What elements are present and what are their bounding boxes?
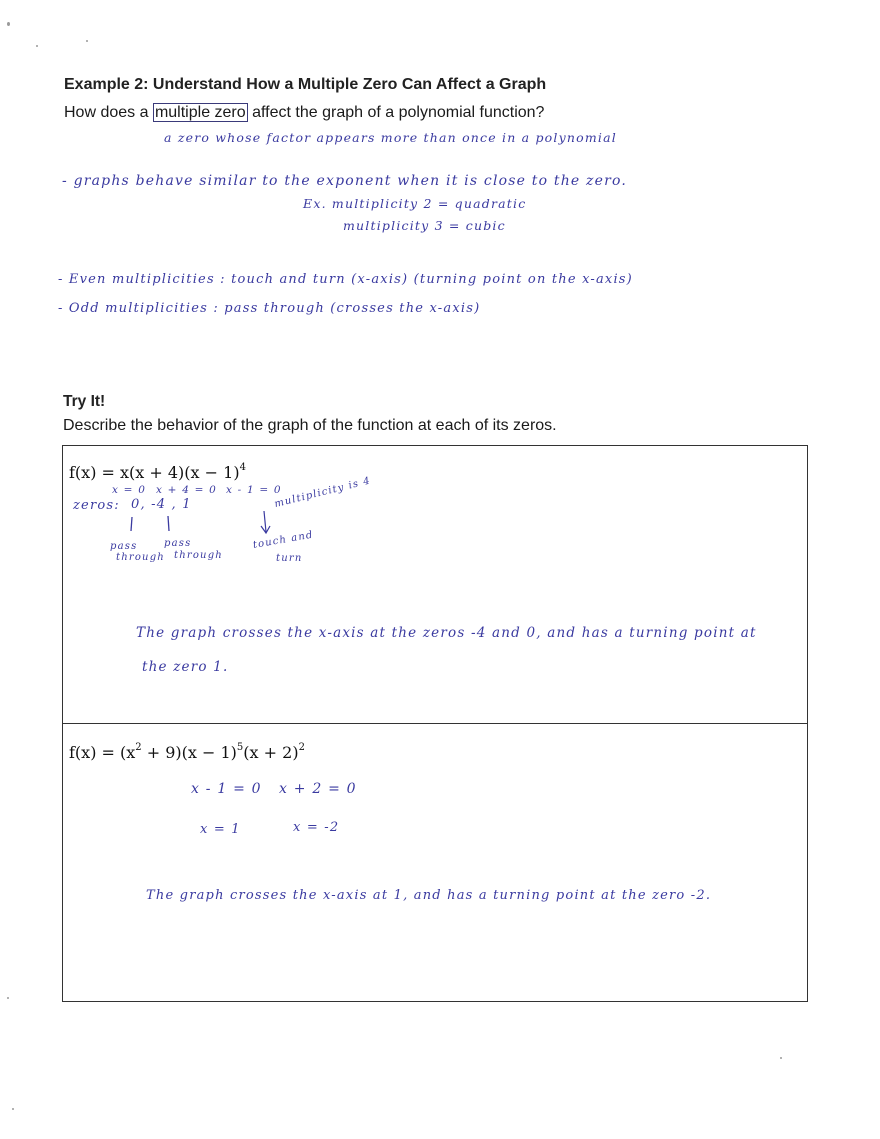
try-it-instruction: Describe the behavior of the graph of the function at each of its zeros.	[63, 417, 557, 434]
try-it-heading: Try It!	[63, 393, 106, 410]
note-behavior: - graphs behave similar to the exponent when it is close to the zero.	[62, 173, 628, 189]
problem-1-answer-line-2: the zero 1.	[142, 659, 229, 675]
problem-2-exponent-2: 5	[236, 742, 244, 753]
problem-1-zeros-label: zeros:	[73, 498, 120, 513]
problem-2-solution-2: x = -2	[293, 820, 340, 835]
problem-1-pass-label-2a: pass	[164, 538, 192, 549]
problem-1-touch-label-a: touch and	[252, 529, 315, 551]
problem-2-exponent-3: 2	[298, 742, 305, 753]
pass-tick-1	[131, 517, 132, 531]
multiple-zero-boxed-term: multiple zero	[154, 104, 246, 121]
example-heading: Example 2: Understand How a Multiple Zero Can Affect a Graph	[64, 76, 547, 93]
note-even-multiplicities: - Even multiplicities : touch and turn (x-axis) (turning point on the x-axis)	[58, 272, 633, 287]
problem-1-eq-x: x = 0	[112, 484, 147, 496]
problem-2-function-part-a: f(x) = (x	[69, 743, 136, 762]
problem-1-answer-line-1: The graph crosses the x-axis at the zeros -4 and 0, and has a turning point at	[136, 625, 757, 641]
problem-1-pass-label-1a: pass	[110, 541, 138, 552]
problem-2-eq-2: x + 2 = 0	[279, 781, 357, 797]
question-text-before: How does a	[64, 104, 149, 121]
problem-2-exponent-1: 2	[135, 742, 142, 753]
problem-1-eq-x1: x - 1 = 0	[226, 484, 282, 496]
problem-1-multiplicity-note: multiplicity is 4	[273, 475, 373, 510]
note-example-cubic: multiplicity 3 = cubic	[343, 218, 506, 233]
note-definition: a zero whose factor appears more than once in a polynomial	[164, 130, 617, 145]
problem-2-eq-1: x - 1 = 0	[191, 781, 262, 797]
question-text-after: affect the graph of a polynomial function?	[252, 104, 545, 121]
problem-2-solution-1: x = 1	[200, 822, 241, 837]
problem-1-function-text: f(x) = x(x + 4)(x − 1)	[69, 463, 240, 482]
problem-1-exponent: 4	[239, 462, 246, 473]
problem-1-pass-label-1b: through	[116, 552, 165, 563]
problem-1-zeros-values: 0, -4 , 1	[131, 497, 192, 512]
problem-2-function-part-c: (x + 2)	[243, 743, 299, 762]
problem-1-eq-x4: x + 4 = 0	[156, 484, 218, 496]
problem-1-touch-label-b: turn	[276, 553, 303, 564]
note-example-quadratic: Ex. multiplicity 2 = quadratic	[303, 196, 527, 211]
problem-2-function-part-b: + 9)(x − 1)	[141, 743, 237, 762]
touch-arrow-shaft	[264, 511, 266, 532]
problem-1-pass-label-2b: through	[174, 550, 223, 561]
pass-tick-2	[168, 516, 169, 531]
note-odd-multiplicities: - Odd multiplicities : pass through (crosses the x-axis)	[58, 301, 481, 316]
problem-2-answer: The graph crosses the x-axis at 1, and has a turning point at the zero -2.	[146, 888, 712, 903]
